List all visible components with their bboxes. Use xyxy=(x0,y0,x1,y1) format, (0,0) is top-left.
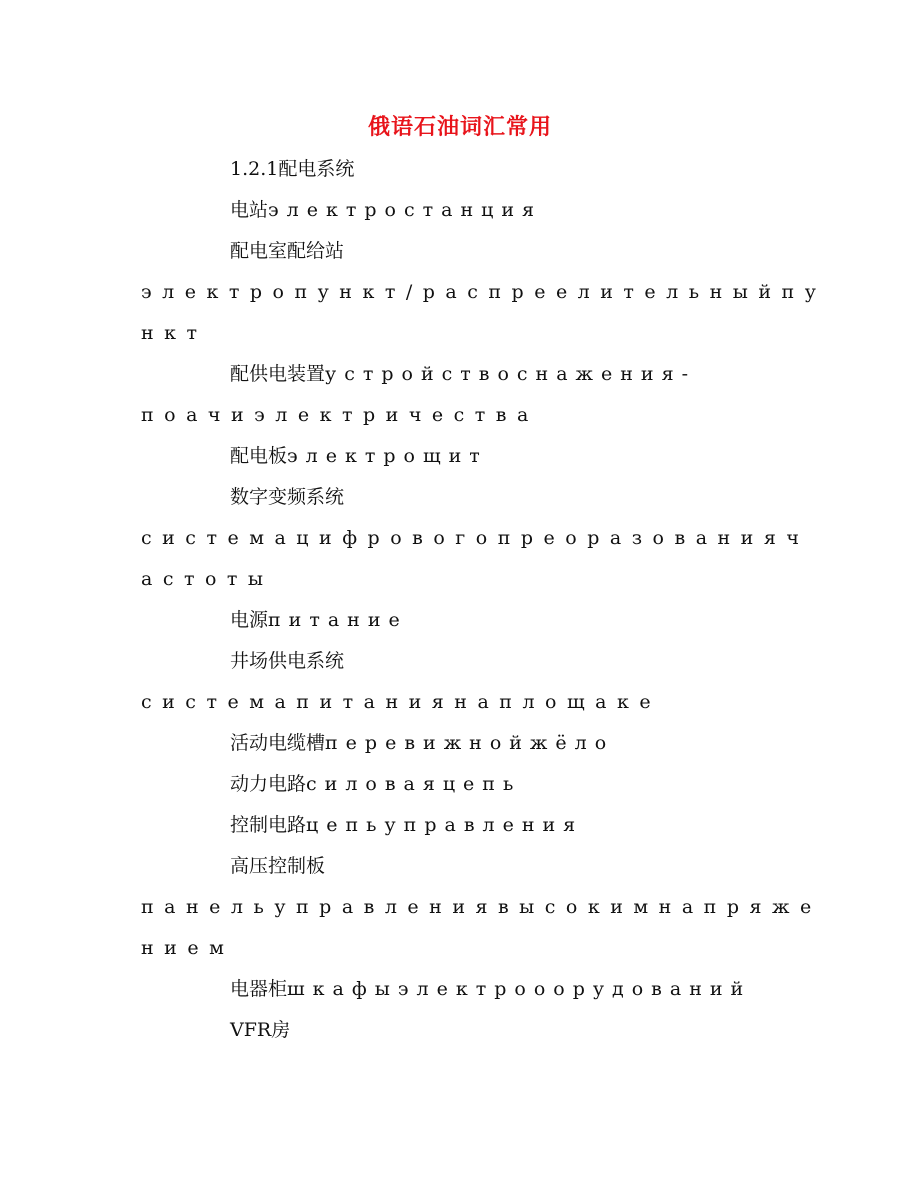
line-russian-text: поачиэлектричества xyxy=(141,404,539,426)
line-term-power-source: 电源питание xyxy=(230,609,408,631)
line-term-power-station: 电站электростанция xyxy=(230,199,542,221)
line-russian-text: системацифровогопреоразованияч xyxy=(141,527,810,549)
line-term-hv-control-panel: 高压控制板 xyxy=(230,855,326,877)
line-russian-text: астоты xyxy=(141,568,274,590)
line-term-distribution-room: 配电室配给站 xyxy=(230,240,345,262)
line-russian-text: панельуправлениявысокимнапряже xyxy=(141,896,822,918)
line-term-power-circuit: 动力电路силоваяцепь xyxy=(230,773,522,795)
line-russian-text: системапитаниянаплощаке xyxy=(141,691,662,713)
document-title: 俄语石油词汇常用 xyxy=(367,114,552,140)
line-term-electrical-cabinet: 电器柜шкафыэлектрооорудований xyxy=(230,978,752,1000)
line-term-vfr-room: VFR房 xyxy=(230,1019,291,1041)
line-russian-text: нкт xyxy=(141,322,208,344)
line-term-control-circuit: 控制电路цепьуправления xyxy=(230,814,584,836)
line-russian-text: электропункт/распреелительныйпу xyxy=(141,281,827,303)
line-russian-text: нием xyxy=(141,937,235,959)
line-term-wellsite-power: 井场供电系统 xyxy=(230,650,345,672)
line-term-cable-tray: 活动电缆槽перевижнойжёло xyxy=(230,732,615,754)
line-term-power-supply-device: 配供电装置устройствоснажения- xyxy=(230,363,696,385)
line-term-digital-vfd: 数字变频系统 xyxy=(230,486,345,508)
line-section-heading: 1.2.1配电系统 xyxy=(230,158,355,180)
line-term-switchboard: 配电板электрощит xyxy=(230,445,488,467)
